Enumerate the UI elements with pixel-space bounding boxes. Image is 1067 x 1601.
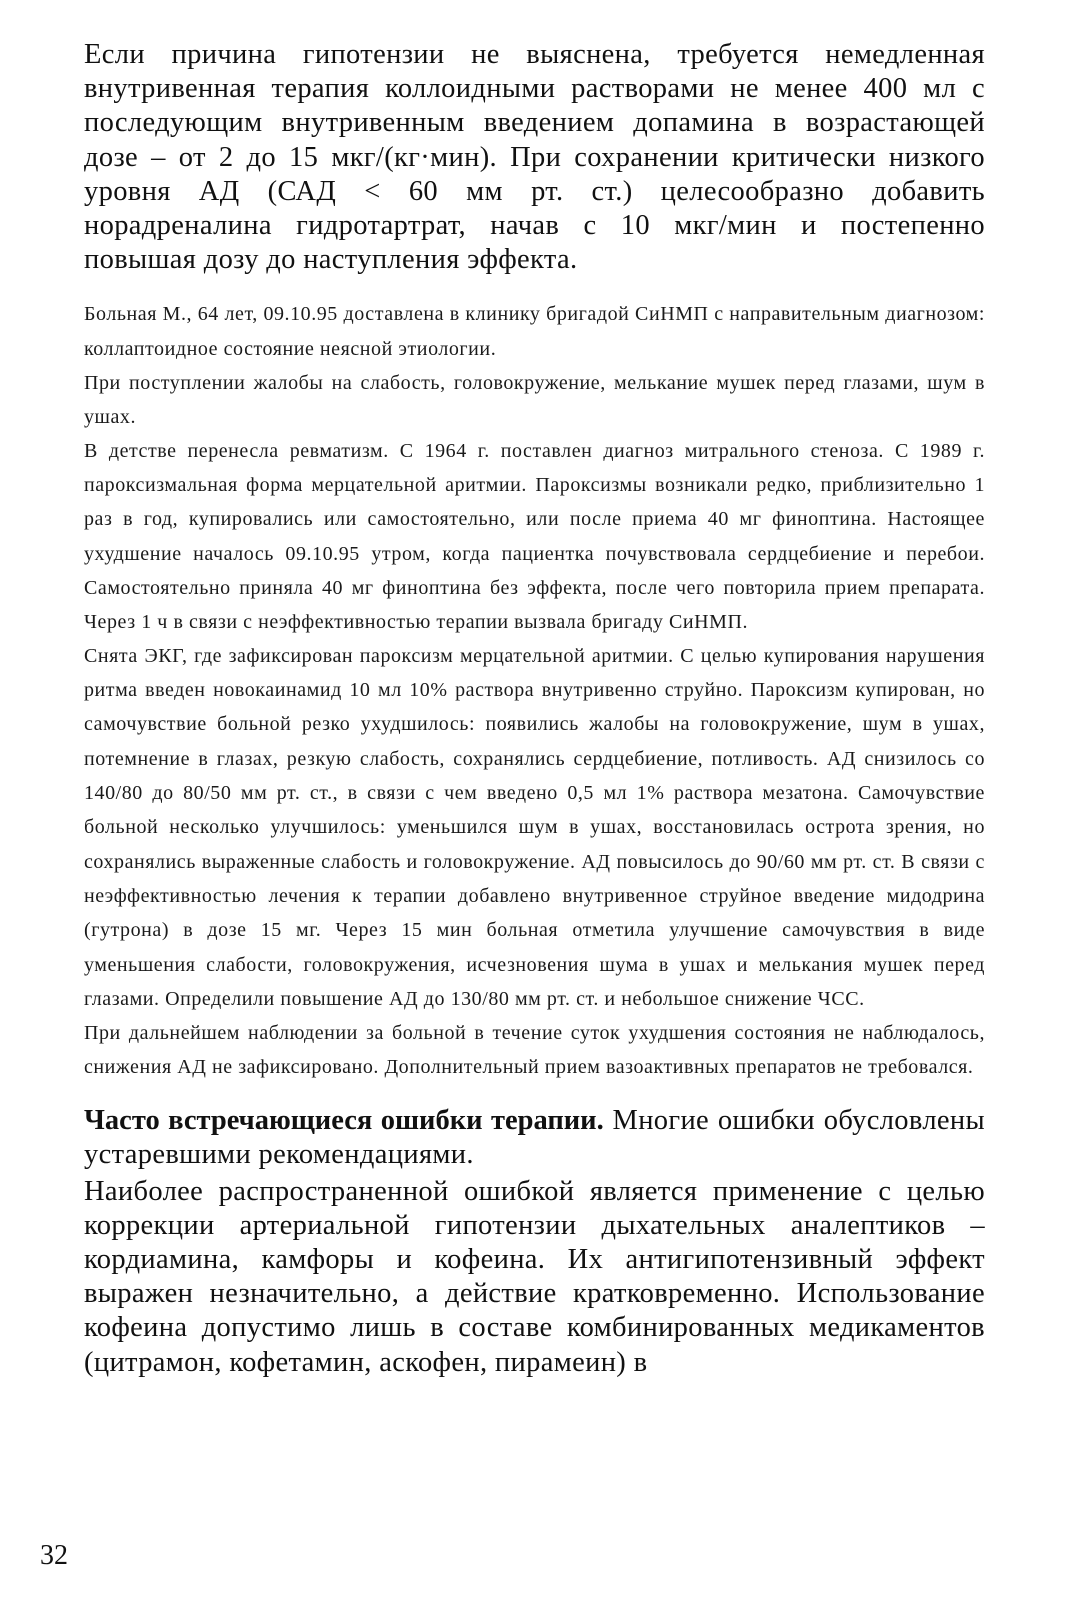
case-report-paragraph: При дальнейшем наблюдении за больной в течение суток ухудшения состояния не наблюдалось, снижения АД не зафиксировано. Дополнительный прием вазоактивных препаратов не требовался.	[84, 1021, 985, 1078]
errors-paragraph: Наиболее распространенной ошибкой является применение с целью коррекции артериальной гипотензии дыхательных аналептиков – кордиамина, камфоры и кофеина. Их антигипотензивный эффект выражен незначительно, а действие кратковременно. Использование кофеина допустимо лишь в составе комбинированных медикаментов (цитрамон, кофетамин, аскофен, пирамеин) в	[84, 1175, 985, 1378]
errors-heading: Часто встречающиеся ошибки терапии.	[84, 1105, 604, 1137]
case-report	[84, 297, 985, 1084]
page-body	[84, 38, 985, 1380]
page-number: 32	[40, 1540, 68, 1571]
case-report-paragraph: Больная М., 64 лет, 09.10.95 доставлена в клинику бригадой СиНМП с направительным диагнозом: коллаптоидное состояние неясной этиологии.	[84, 303, 985, 360]
case-report-paragraph: В детстве перенесла ревматизм. С 1964 г. поставлен диагноз митрального стеноза. С 1989 г. пароксизмальная форма мерцательной аритмии. Пароксизмы возникали редко, приблизительно 1 раз в год, купировались или самостоятельно, или после приема 40 мг финоптина. Настоящее ухудшение началось 09.10.95 утром, когда пациентка почувствовала сердцебиение и перебои. Самостоятельно приняла 40 мг финоптина без эффекта, после чего повторила прием препарата. Через 1 ч в связи с неэффективностью терапии вызвала бригаду СиНМП.	[84, 439, 985, 634]
case-report-paragraph: При поступлении жалобы на слабость, головокружение, мелькание мушек перед глазами, шум в ушах.	[84, 371, 985, 428]
errors-heading-continuation: Многие ошибки обусловлены устаревшими рекомендациями.	[84, 1105, 985, 1171]
case-report-paragraph: Снята ЭКГ, где зафиксирован пароксизм мерцательной аритмии. С целью купирования нарушения ритма введен новокаинамид 10 мл 10% раствора внутривенно струйно. Пароксизм купирован, но самочувствие больной резко ухудшилось: появились жалобы на головокружение, шум в ушах, потемнение в глазах, резкую слабость, сохранялись сердцебиение, потливость. АД снизилось со 140/80 до 80/50 мм рт. ст., в связи с чем введено 0,5 мл 1% раствора мезатона. Самочувствие больной несколько улучшилось: уменьшился шум в ушах, восстановилась острота зрения, но сохранялись выраженные слабость и головокружение. АД повысилось до 90/60 мм рт. ст. В связи с неэффективностью лечения к терапии добавлено внутривенное струйное введение мидодрина (гутрона) в дозе 15 мг. Через 15 мин больная отметила улучшение самочувствия в виде уменьшения слабости, головокружения, исчезновения шума в ушах и мелькания мушек перед глазами. Определили повышение АД до 130/80 мм рт. ст. и небольшое снижение ЧСС.	[84, 644, 985, 1010]
errors-intro-paragraph	[84, 1104, 985, 1172]
errors-section	[84, 1104, 985, 1380]
intro-paragraph: Если причина гипотензии не выяснена, требуется немедленная внутривенная терапия коллоидными растворами не менее 400 мл с последующим внутривенным введением допамина в возрастающей дозе – от 2 до 15 мкг/(кг·мин). При сохранении критически низкого уровня АД (САД < 60 мм рт. ст.) целесообразно добавить норадреналина гидротартрат, начав с 10 мкг/мин и постепенно повышая дозу до наступления эффекта.	[84, 39, 985, 276]
